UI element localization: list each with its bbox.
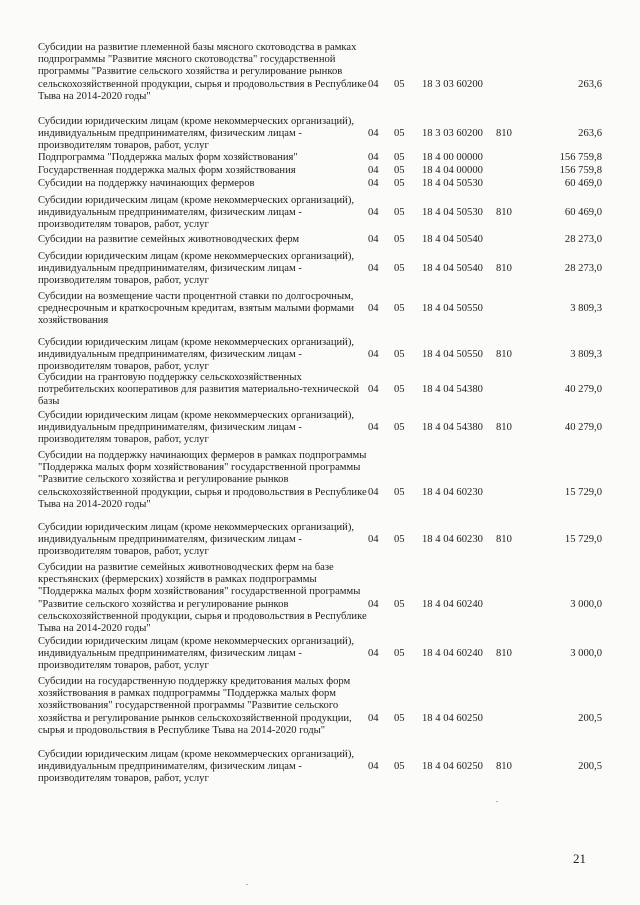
amount: 3 809,3 (570, 303, 602, 315)
section-code: 04 (368, 349, 379, 361)
target-article-code: 18 4 04 50530 (422, 178, 483, 189)
section-code: 04 (368, 152, 379, 163)
table-row (0, 116, 640, 153)
section-code: 04 (368, 178, 379, 189)
table-row (0, 522, 640, 559)
scan-speck (246, 884, 248, 885)
amount: 200,5 (578, 712, 602, 724)
amount: 263,6 (578, 128, 602, 140)
target-article-code: 18 4 04 60250 (422, 761, 483, 773)
target-article-code: 18 4 04 00000 (422, 165, 483, 176)
amount: 40 279,0 (564, 422, 602, 434)
amount: 156 759,8 (559, 152, 602, 163)
table-row (0, 450, 640, 523)
target-article-code: 18 4 04 60250 (422, 712, 483, 724)
section-code: 04 (368, 384, 379, 396)
section-code: 04 (368, 648, 379, 660)
section-code: 04 (368, 303, 379, 315)
expense-type-code: 810 (496, 207, 512, 219)
table-row (0, 234, 640, 246)
amount: 3 000,0 (570, 648, 602, 660)
scan-speck (496, 801, 498, 802)
amount: 3 809,3 (570, 349, 602, 361)
amount: 40 279,0 (564, 384, 602, 396)
expense-type-code: 810 (496, 422, 512, 434)
subsection-code: 05 (394, 263, 405, 275)
row-name: Субсидии на поддержку начинающих фермеров в рамках подпрограммы "Поддержка малых форм хозяйствования" государственной программы "Развитие сельского хозяйства и регулирование рынков сельскохозяйственной продукции, сырья и продовольствия в Республике Тыва на 2014-2020 годы" (38, 450, 367, 510)
table-row (0, 410, 640, 447)
row-name: Субсидии на возмещение части процентной ставки по долгосрочным, среднесрочным и краткосрочным кредитам, взятым малыми формами хозяйствования (38, 291, 355, 327)
subsection-code: 05 (394, 165, 405, 176)
row-name: Субсидии юридическим лицам (кроме некоммерческих организаций), индивидуальным предпринимателям, физическим лицам - производителям товаров, работ, услуг (38, 522, 355, 558)
table-row (0, 636, 640, 673)
section-code: 04 (368, 263, 379, 275)
expense-type-code: 810 (496, 263, 512, 275)
table-row (0, 251, 640, 288)
subsection-code: 05 (394, 178, 405, 189)
amount: 60 469,0 (564, 178, 602, 189)
table-row (0, 195, 640, 232)
target-article-code: 18 4 04 54380 (422, 384, 483, 396)
amount: 28 273,0 (564, 234, 602, 245)
amount: 60 469,0 (564, 207, 602, 219)
section-code: 04 (368, 128, 379, 140)
row-name: Субсидии на государственную поддержку кредитования малых форм хозяйствования в рамках подпрограммы "Поддержка малых форм хозяйствования" государственной программы "Развитие сельского хозяйства и регулирование рынков сельскохозяйственной продукции, сырья и продовольствия в Республике Тыва на 2014-2020 годы" (38, 676, 352, 736)
row-name: Субсидии юридическим лицам (кроме некоммерческих организаций), индивидуальным предпринимателям, физическим лицам - производителям товаров, работ, услуг (38, 410, 355, 446)
subsection-code: 05 (394, 598, 405, 610)
table-row (0, 562, 640, 635)
row-name: Субсидии юридическим лицам (кроме некоммерческих организаций), индивидуальным предпринимателям, физическим лицам - производителям товаров, работ, услуг (38, 337, 355, 373)
section-code: 04 (368, 598, 379, 610)
subsection-code: 05 (394, 128, 405, 140)
row-name: Субсидии на развитие семейных животноводческих ферм (38, 234, 300, 245)
section-code: 04 (368, 422, 379, 434)
row-name: Субсидии юридическим лицам (кроме некоммерческих организаций), индивидуальным предпринимателям, физическим лицам - производителям товаров, работ, услуг (38, 749, 355, 785)
section-code: 04 (368, 712, 379, 724)
table-row (0, 372, 640, 409)
target-article-code: 18 4 04 60240 (422, 648, 483, 660)
target-article-code: 18 3 03 60200 (422, 128, 483, 140)
amount: 15 729,0 (564, 486, 602, 498)
target-article-code: 18 4 04 60240 (422, 598, 483, 610)
row-name: Субсидии на развитие племенной базы мясного скотоводства в рамках подпрограммы "Развитие мясного скотоводства" государственной программы "Развитие сельского хозяйства и регулирование рынков сельскохозяйственной продукции, сырья и продовольствия в Республике Тыва на 2014-2020 годы" (38, 42, 367, 102)
row-name: Подпрограмма "Поддержка малых форм хозяйствования" (38, 152, 298, 163)
target-article-code: 18 4 04 50550 (422, 303, 483, 315)
section-code: 04 (368, 534, 379, 546)
row-name: Государственная поддержка малых форм хозяйствования (38, 165, 296, 176)
target-article-code: 18 4 04 50540 (422, 234, 483, 245)
table-row (0, 291, 640, 328)
subsection-code: 05 (394, 384, 405, 396)
amount: 156 759,8 (559, 165, 602, 176)
table-row (0, 337, 640, 374)
row-name: Субсидии на поддержку начинающих фермеров (38, 178, 255, 189)
amount: 263,6 (578, 78, 602, 90)
table-row (0, 152, 640, 164)
table-row (0, 676, 640, 749)
section-code: 04 (368, 207, 379, 219)
amount: 200,5 (578, 761, 602, 773)
expense-type-code: 810 (496, 349, 512, 361)
row-name: Субсидии юридическим лицам (кроме некоммерческих организаций), индивидуальным предпринимателям, физическим лицам - производителям товаров, работ, услуг (38, 636, 355, 672)
target-article-code: 18 4 04 60230 (422, 486, 483, 498)
row-name: Субсидии на грантовую поддержку сельскохозяйственных потребительских кооперативов для развития материально-технической базы (38, 372, 360, 408)
subsection-code: 05 (394, 152, 405, 163)
subsection-code: 05 (394, 486, 405, 498)
row-name: Субсидии на развитие семейных животноводческих ферм на базе крестьянских (фермерских) хозяйств в рамках подпрограммы "Поддержка малых форм хозяйствования" государственной программы "Развитие сельского хозяйства и регулирование рынков сельскохозяйственной продукции, сырья и продовольствия в Республике Тыва на 2014-2020 годы" (38, 562, 367, 635)
target-article-code: 18 4 04 54380 (422, 422, 483, 434)
subsection-code: 05 (394, 422, 405, 434)
table-row (0, 749, 640, 786)
table-row (0, 42, 640, 115)
row-name: Субсидии юридическим лицам (кроме некоммерческих организаций), индивидуальным предпринимателям, физическим лицам - производителям товаров, работ, услуг (38, 116, 355, 152)
amount: 15 729,0 (564, 534, 602, 546)
target-article-code: 18 4 04 50550 (422, 349, 483, 361)
section-code: 04 (368, 234, 379, 245)
subsection-code: 05 (394, 712, 405, 724)
section-code: 04 (368, 165, 379, 176)
row-name: Субсидии юридическим лицам (кроме некоммерческих организаций), индивидуальным предпринимателям, физическим лицам - производителям товаров, работ, услуг (38, 195, 355, 231)
subsection-code: 05 (394, 349, 405, 361)
subsection-code: 05 (394, 207, 405, 219)
target-article-code: 18 3 03 60200 (422, 78, 483, 90)
amount: 3 000,0 (570, 598, 602, 610)
subsection-code: 05 (394, 78, 405, 90)
table-row (0, 178, 640, 190)
expense-type-code: 810 (496, 128, 512, 140)
section-code: 04 (368, 78, 379, 90)
target-article-code: 18 4 04 60230 (422, 534, 483, 546)
target-article-code: 18 4 04 50530 (422, 207, 483, 219)
target-article-code: 18 4 04 50540 (422, 263, 483, 275)
row-name: Субсидии юридическим лицам (кроме некоммерческих организаций), индивидуальным предпринимателям, физическим лицам - производителям товаров, работ, услуг (38, 251, 355, 287)
amount: 28 273,0 (564, 263, 602, 275)
section-code: 04 (368, 761, 379, 773)
table-row (0, 165, 640, 177)
expense-type-code: 810 (496, 534, 512, 546)
subsection-code: 05 (394, 303, 405, 315)
target-article-code: 18 4 00 00000 (422, 152, 483, 163)
page-number: 21 (573, 851, 586, 866)
subsection-code: 05 (394, 234, 405, 245)
subsection-code: 05 (394, 761, 405, 773)
section-code: 04 (368, 486, 379, 498)
subsection-code: 05 (394, 534, 405, 546)
expense-type-code: 810 (496, 761, 512, 773)
subsection-code: 05 (394, 648, 405, 660)
expense-type-code: 810 (496, 648, 512, 660)
